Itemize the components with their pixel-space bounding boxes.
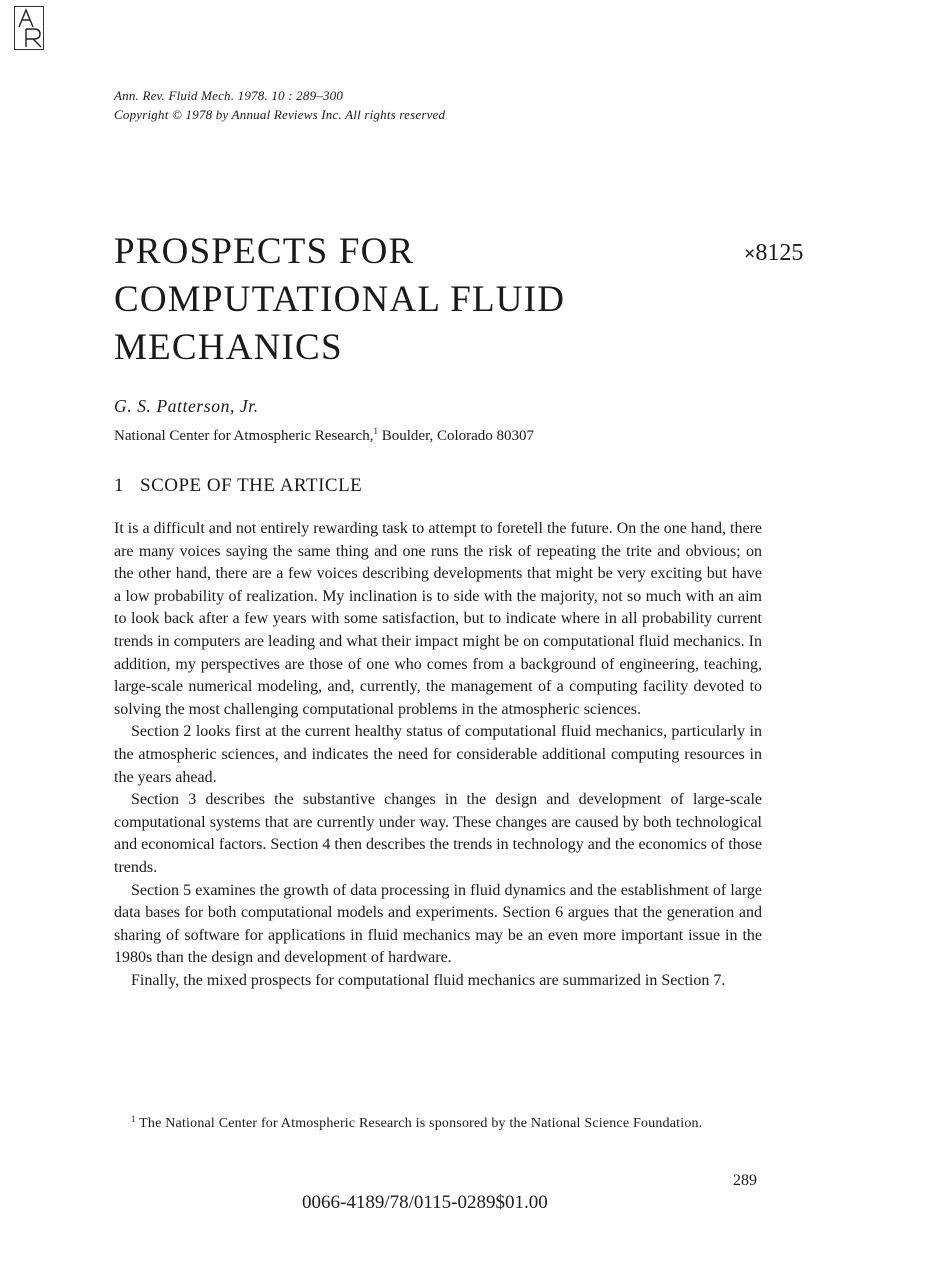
paragraph-5: Finally, the mixed prospects for computational fluid mechanics are summarized in Section 7. [131,971,726,989]
affiliation-suffix: Boulder, Colorado 80307 [378,428,535,444]
affiliation-footnote-ref: 1 [373,426,378,436]
paragraph-2: Section 2 looks first at the current healthy status of computational fluid mechanics, particularly in the atmospheric sciences, and indicates the need for considerable additional computing resources in the years ahead. [114,723,762,786]
article-body [114,518,762,992]
paragraph-3: Section 3 describes the substantive changes in the design and development of large-scale computational systems that are currently under way. These changes are caused by both technological and economical factors. Section 4 then describes the trends in technology and the economics of those trends. [114,791,762,876]
author-affiliation [114,426,534,445]
paragraph-4: Section 5 examines the growth of data processing in fluid dynamics and the establishment of large data bases for both computational models and experiments. Section 6 argues that the generation and sharing of software for applications in fluid mechanics may be an even more important issue in the 1980s than the design and development of hardware. [114,881,762,967]
section-title: SCOPE OF THE ARTICLE [140,475,363,496]
paragraph-1: It is a difficult and not entirely rewarding task to attempt to foretell the future. On the one hand, there are many voices saying the same thing and one runs the risk of repeating the trite and obvious; on the other hand, there are a few voices describing developments that might be very exciting but have a low probability of realization. My inclination is to side with the majority, not so much with an aim to look back after a few years with some satisfaction, but to indicate where in all probability current trends in computers are leading and what their impact might be on computational fluid mechanics. In addition, my perspectives are those of one who comes from a background of engineering, teaching, large-scale numerical modeling, and, currently, the management of a computing facility devoted to solving the most challenging computational problems in the atmospheric sciences. [114,520,762,718]
affiliation-prefix: National Center for Atmospheric Research, [114,428,374,444]
title-line-2: COMPUTATIONAL FLUID [114,279,566,320]
publisher-logo [14,6,44,50]
code-mark: × [744,243,756,265]
title-line-1: PROSPECTS FOR [114,231,415,272]
footnote [114,1109,762,1134]
copyright-line: Copyright © 1978 by Annual Reviews Inc. All rights reserved [114,107,446,122]
title-line-3: MECHANICS [114,327,343,368]
journal-line: Ann. Rev. Fluid Mech. 1978. 10 : 289–300 [114,88,344,103]
footnote-text: The National Center for Atmospheric Research is sponsored by the National Science Foundation. [135,1116,703,1131]
page-number: 289 [733,1172,757,1189]
article-code [744,238,803,269]
article-title [114,228,674,372]
code-number: 8125 [755,240,804,266]
journal-citation [114,86,445,124]
section-number: 1 [114,475,124,496]
price-code: 0066-4189/78/0115-0289$01.00 [302,1192,548,1213]
ar-monogram-icon [15,7,43,49]
section-heading [114,475,362,497]
footnote-marker: 1 [131,1114,136,1124]
author-name: G. S. Patterson, Jr. [114,396,259,416]
